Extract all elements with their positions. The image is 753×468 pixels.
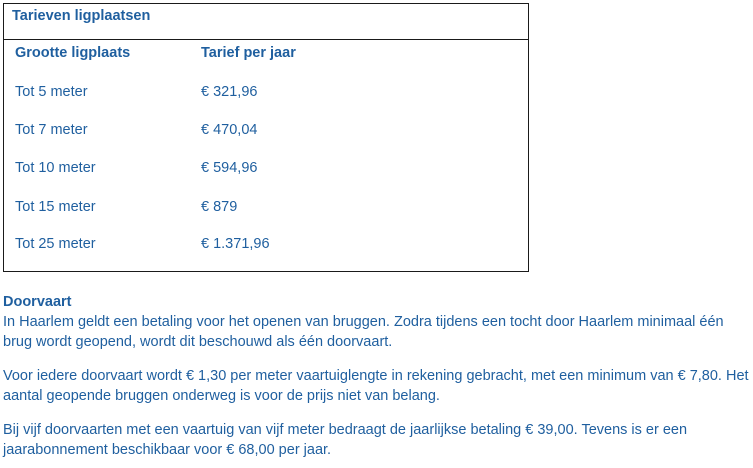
- row-price: € 470,04: [201, 122, 258, 138]
- row-size: Tot 10 meter: [15, 160, 96, 176]
- table-row: [4, 84, 528, 106]
- row-size: Tot 25 meter: [15, 236, 96, 252]
- row-price: € 321,96: [201, 84, 258, 100]
- header-size: Grootte ligplaats: [15, 45, 131, 61]
- table-row: [4, 236, 528, 258]
- row-size: Tot 7 meter: [15, 122, 88, 138]
- row-size: Tot 5 meter: [15, 84, 88, 100]
- row-price: € 594,96: [201, 160, 258, 176]
- table-row: [4, 122, 528, 144]
- table-header-row: [4, 45, 528, 67]
- table-row: [4, 160, 528, 182]
- row-price: € 1.371,96: [201, 236, 270, 252]
- paragraph: Bij vijf doorvaarten met een vaartuig van vijf meter bedraagt de jaarlijkse betaling € 39,00. Tevens is er een jaarabonnement beschikbaar voor € 68,00 per jaar.: [3, 422, 688, 458]
- table-row: [4, 199, 528, 221]
- header-price: Tarief per jaar: [201, 45, 296, 61]
- row-price: € 879: [201, 199, 238, 215]
- section-heading: Doorvaart: [3, 294, 72, 310]
- title-divider: [4, 39, 528, 40]
- doorvaart-section: [3, 292, 751, 460]
- table-title: Tarieven ligplaatsen: [12, 8, 151, 24]
- row-size: Tot 15 meter: [15, 199, 96, 215]
- paragraph: In Haarlem geldt een betaling voor het openen van bruggen. Zodra tijdens een tocht door Haarlem minimaal één brug wordt geopend, wordt dit beschouwd als één doorvaart.: [3, 314, 724, 350]
- tariff-table: [3, 3, 529, 272]
- paragraph: Voor iedere doorvaart wordt € 1,30 per meter vaartuiglengte in rekening gebracht, met een minimum van € 7,80. Het aantal geopende bruggen onderweg is voor de prijs niet van belang.: [3, 368, 749, 404]
